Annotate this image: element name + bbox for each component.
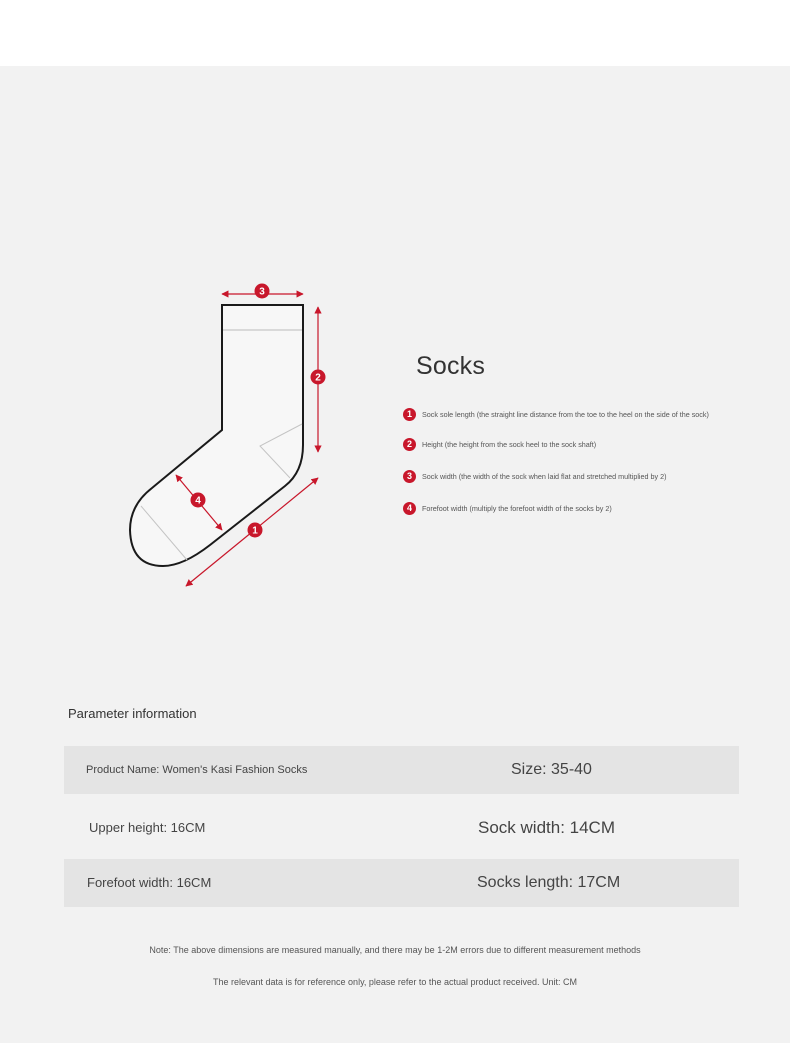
legend-text-4: Forefoot width (multiply the forefoot width of the socks by 2) bbox=[422, 504, 612, 513]
sock-measurement-diagram bbox=[110, 270, 350, 610]
upper-height: Upper height: 16CM bbox=[89, 820, 206, 835]
marker-3 bbox=[255, 284, 270, 299]
socks-length: Socks length: 17CM bbox=[477, 874, 621, 891]
legend-text-3: Sock width (the width of the sock when laid flat and stretched multiplied by 2) bbox=[422, 472, 667, 481]
legend-item-1 bbox=[403, 408, 709, 421]
parameter-row-1 bbox=[64, 746, 739, 794]
product-name: Product Name: Women's Kasi Fashion Socks bbox=[86, 764, 308, 776]
parameter-row-2 bbox=[64, 804, 739, 852]
sock-width: Sock width: 14CM bbox=[478, 818, 615, 837]
svg-text:3: 3 bbox=[259, 286, 265, 298]
note-measurement: Note: The above dimensions are measured manually, and there may be 1-2M errors due to different measurement methods bbox=[149, 945, 641, 955]
parameter-heading: Parameter information bbox=[68, 706, 197, 721]
legend-badge-4: 4 bbox=[403, 502, 416, 515]
forefoot-width: Forefoot width: 16CM bbox=[87, 875, 212, 890]
note-reference: The relevant data is for reference only, please refer to the actual product received. Unit: CM bbox=[212, 977, 578, 987]
legend-badge-1: 1 bbox=[403, 408, 416, 421]
size-value: Size: 35-40 bbox=[511, 761, 592, 778]
marker-4 bbox=[191, 493, 206, 508]
legend-text-2: Height (the height from the sock heel to the sock shaft) bbox=[422, 440, 597, 449]
svg-text:2: 2 bbox=[315, 372, 321, 384]
legend-badge-3: 3 bbox=[403, 470, 416, 483]
parameter-row-3 bbox=[64, 859, 739, 907]
marker-2 bbox=[311, 370, 326, 385]
header-band bbox=[0, 0, 790, 66]
svg-text:4: 4 bbox=[195, 495, 201, 507]
legend-item-2 bbox=[403, 438, 596, 451]
sock-outline bbox=[130, 305, 303, 566]
svg-text:1: 1 bbox=[252, 525, 258, 537]
legend-badge-2: 2 bbox=[403, 438, 416, 451]
legend-text-1: Sock sole length (the straight line distance from the toe to the heel on the side of the sock) bbox=[422, 410, 709, 419]
marker-1 bbox=[248, 523, 263, 538]
legend-item-4 bbox=[403, 502, 612, 515]
legend-item-3 bbox=[403, 470, 667, 483]
product-title: Socks bbox=[416, 352, 486, 380]
